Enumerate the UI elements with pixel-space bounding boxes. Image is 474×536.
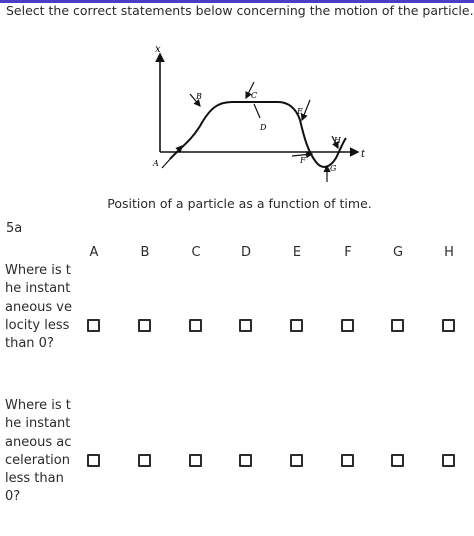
column-header-G: G — [392, 245, 404, 260]
point-label-C: C — [251, 91, 258, 100]
tangent-A — [162, 146, 182, 168]
x-axis-label: t — [361, 149, 366, 160]
point-label-D: D — [260, 123, 267, 132]
row-label-velocity: Where is the instantaneous velocity less than 0? — [5, 263, 72, 352]
checkbox-acceleration-H[interactable] — [442, 454, 455, 467]
point-label-B: B — [196, 92, 202, 101]
checkbox-acceleration-F[interactable] — [341, 454, 354, 467]
tangent-D — [254, 104, 260, 118]
checkbox-acceleration-D[interactable] — [239, 454, 252, 467]
checkbox-acceleration-B[interactable] — [138, 454, 151, 467]
question-number: 5a — [6, 221, 23, 236]
figure-caption: Position of a particle as a function of time. — [107, 196, 372, 211]
column-header-B: B — [140, 245, 150, 260]
checkbox-acceleration-G[interactable] — [391, 454, 404, 467]
column-header-F: F — [344, 245, 352, 260]
point-label-G: G — [330, 164, 337, 173]
checkbox-acceleration-A[interactable] — [87, 454, 100, 467]
checkbox-velocity-C[interactable] — [189, 319, 202, 332]
graph-svg — [120, 42, 380, 192]
point-label-E: E — [297, 107, 303, 116]
point-label-H: H — [334, 136, 341, 145]
checkbox-velocity-H[interactable] — [442, 319, 455, 332]
tangent-E — [302, 100, 310, 120]
point-label-F: F — [300, 156, 306, 165]
checkbox-velocity-E[interactable] — [290, 319, 303, 332]
checkbox-velocity-G[interactable] — [391, 319, 404, 332]
column-header-A: A — [89, 245, 99, 260]
checkbox-acceleration-C[interactable] — [189, 454, 202, 467]
position-time-graph — [120, 42, 380, 196]
checkbox-acceleration-E[interactable] — [290, 454, 303, 467]
column-header-E: E — [292, 245, 302, 260]
checkbox-velocity-F[interactable] — [341, 319, 354, 332]
column-header-C: C — [191, 245, 201, 260]
column-header-D: D — [240, 245, 251, 260]
y-axis-label: x — [155, 44, 161, 55]
checkbox-velocity-A[interactable] — [87, 319, 100, 332]
checkbox-velocity-D[interactable] — [239, 319, 252, 332]
position-curve — [170, 102, 346, 167]
column-header-H: H — [444, 245, 454, 260]
question-prompt: Select the correct statements below concerning the motion of the particle. — [6, 3, 474, 18]
checkbox-velocity-B[interactable] — [138, 319, 151, 332]
row-label-acceleration: Where is the instantaneous acceleration less than 0? — [5, 398, 72, 505]
point-label-A: A — [153, 159, 159, 168]
